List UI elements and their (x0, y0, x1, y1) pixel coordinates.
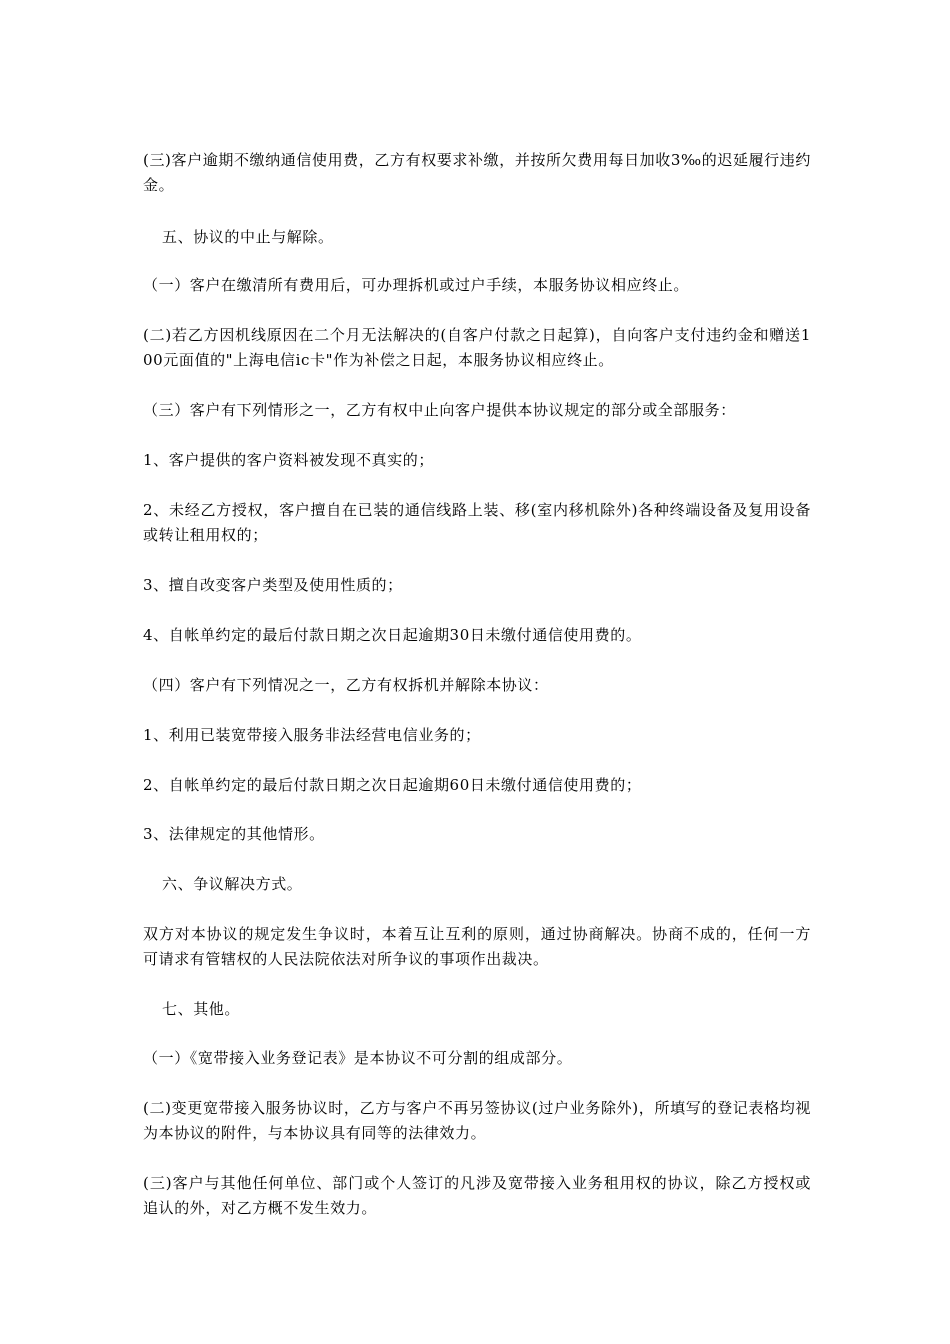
clause-5-3-item-2: 2、未经乙方授权，客户擅自在已装的通信线路上装、移(室内移机除外)各种终端设备及复用设备或转让租用权的； (143, 501, 811, 544)
clause-6-dispute: 双方对本协议的规定发生争议时，本着互让互利的原则，通过协商解决。协商不成的，任何一方可请求有管辖权的人民法院依法对所争议的事项作出裁决。 (143, 925, 811, 968)
clause-late-fee: (三)客户逾期不缴纳通信使用费，乙方有权要求补缴，并按所欠费用每日加收3‰的迟延履行违约金。 (143, 151, 811, 194)
section-heading-7: 七、其他。 (162, 1000, 241, 1018)
clause-5-4-item-3: 3、法律规定的其他情形。 (143, 825, 325, 843)
clause-5-1: （一）客户在缴清所有费用后，可办理拆机或过户手续，本服务协议相应终止。 (143, 276, 690, 294)
clause-5-4-item-1: 1、利用已装宽带接入服务非法经营电信业务的； (143, 726, 481, 744)
clause-7-2: (二)变更宽带接入服务协议时，乙方与客户不再另签协议(过户业务除外)，所填写的登记表格均视为本协议的附件，与本协议具有同等的法律效力。 (143, 1099, 811, 1142)
clause-5-3-item-3: 3、擅自改变客户类型及使用性质的； (143, 576, 403, 594)
section-heading-5: 五、协议的中止与解除。 (162, 228, 334, 246)
clause-5-3-item-4: 4、自帐单约定的最后付款日期之次日起逾期30日未缴付通信使用费的。 (143, 626, 642, 644)
clause-5-3: （三）客户有下列情形之一，乙方有权中止向客户提供本协议规定的部分或全部服务： (143, 401, 736, 419)
clause-5-3-item-1: 1、客户提供的客户资料被发现不真实的； (143, 451, 434, 469)
clause-7-1: （一）《宽带接入业务登记表》是本协议不可分割的组成部分。 (143, 1049, 573, 1067)
section-heading-6: 六、争议解决方式。 (162, 875, 303, 893)
clause-5-4-item-2: 2、自帐单约定的最后付款日期之次日起逾期60日未缴付通信使用费的； (143, 776, 642, 794)
clause-7-3: (三)客户与其他任何单位、部门或个人签订的凡涉及宽带接入业务租用权的协议，除乙方授权或追认的外，对乙方概不发生效力。 (143, 1174, 811, 1217)
clause-5-4: （四）客户有下列情况之一，乙方有权拆机并解除本协议： (143, 676, 549, 694)
clause-5-2: (二)若乙方因机线原因在二个月无法解决的(自客户付款之日起算)，自向客户支付违约金和赠送100元面值的"上海电信ic卡"作为补偿之日起，本服务协议相应终止。 (143, 326, 811, 369)
